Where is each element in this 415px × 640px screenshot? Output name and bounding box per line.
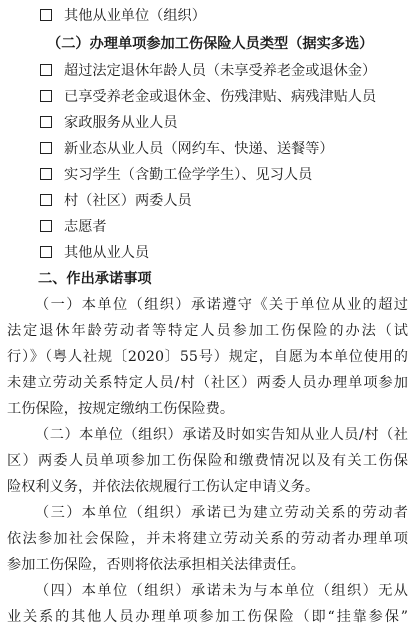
checkbox-row[interactable] xyxy=(40,60,415,82)
paragraph-line: （二）本单位（组织）承诺及时如实告知从业人员/村（社 xyxy=(35,427,408,443)
checkbox-row[interactable] xyxy=(40,242,415,264)
checkbox[interactable] xyxy=(40,168,52,180)
paragraph-line: （三）本单位（组织）承诺已为建立劳动关系的劳动者 xyxy=(35,505,408,521)
checkbox-label: 村（社区）两委人员 xyxy=(64,193,192,209)
checkbox-row[interactable] xyxy=(40,5,415,27)
paragraph-line: 业关系的其他人员办理单项参加工伤保险（即“挂靠参保” xyxy=(7,609,408,625)
section-heading: 二、作出承诺事项 xyxy=(38,271,152,287)
paragraph-line: 参加工伤保险，否则将依法承担相关法律责任。 xyxy=(7,557,305,573)
checkbox-label: 已享受养老金或退休金、伤残津贴、病残津贴人员 xyxy=(64,89,377,105)
paragraph-line: 法定退休年龄劳动者等特定人员参加工伤保险的办法（试 xyxy=(7,323,408,339)
checkbox-label: 家政服务从业人员 xyxy=(64,115,178,131)
paragraph-line: 险权利义务，并依法依规履行工伤认定申请义务。 xyxy=(7,479,320,495)
paragraph-line: （四）本单位（组织）承诺未为与本单位（组织）无从 xyxy=(35,583,408,599)
checkbox-label: 志愿者 xyxy=(64,219,107,235)
checkbox[interactable] xyxy=(40,64,52,76)
checkbox[interactable] xyxy=(40,9,52,21)
checkbox-row[interactable] xyxy=(40,138,415,160)
paragraph-line: （一）本单位（组织）承诺遵守《关于单位从业的超过 xyxy=(35,297,408,313)
paragraph-line: 依法参加社会保险，并未将建立劳动关系的劳动者办理单项 xyxy=(7,531,408,547)
checkbox[interactable] xyxy=(40,220,52,232)
checkbox-label: 其他从业人员 xyxy=(64,245,150,261)
checkbox[interactable] xyxy=(40,246,52,258)
checkbox-label: 其他从业单位（组织） xyxy=(64,8,206,24)
checkbox[interactable] xyxy=(40,142,52,154)
checkbox[interactable] xyxy=(40,90,52,102)
checkbox-row[interactable] xyxy=(40,216,415,238)
checkbox-row[interactable] xyxy=(40,112,415,134)
paragraph-line: 未建立劳动关系特定人员/村（社区）两委人员办理单项参加 xyxy=(7,375,408,391)
checkbox-label: 新业态从业人员（网约车、快递、送餐等） xyxy=(64,141,334,157)
checkbox[interactable] xyxy=(40,116,52,128)
checkbox-row[interactable] xyxy=(40,164,415,186)
checkbox-label: 超过法定退休年龄人员（未享受养老金或退休金） xyxy=(64,63,377,79)
checkbox-row[interactable] xyxy=(40,86,415,108)
paragraph-line: 行）》（粤人社规〔2020〕55号）规定，自愿为本单位使用的 xyxy=(7,349,408,365)
checkbox-row[interactable] xyxy=(40,190,415,212)
checkbox[interactable] xyxy=(40,194,52,206)
section-heading: （二）办理单项参加工伤保险人员类型（据实多选） xyxy=(47,36,374,52)
paragraph-line: 区）两委人员单项参加工伤保险和缴费情况以及有关工伤保 xyxy=(7,453,408,469)
checkbox-label: 实习学生（含勤工俭学学生）、见习人员 xyxy=(64,167,313,183)
paragraph-line: 工伤保险，按规定缴纳工伤保险费。 xyxy=(7,401,235,417)
